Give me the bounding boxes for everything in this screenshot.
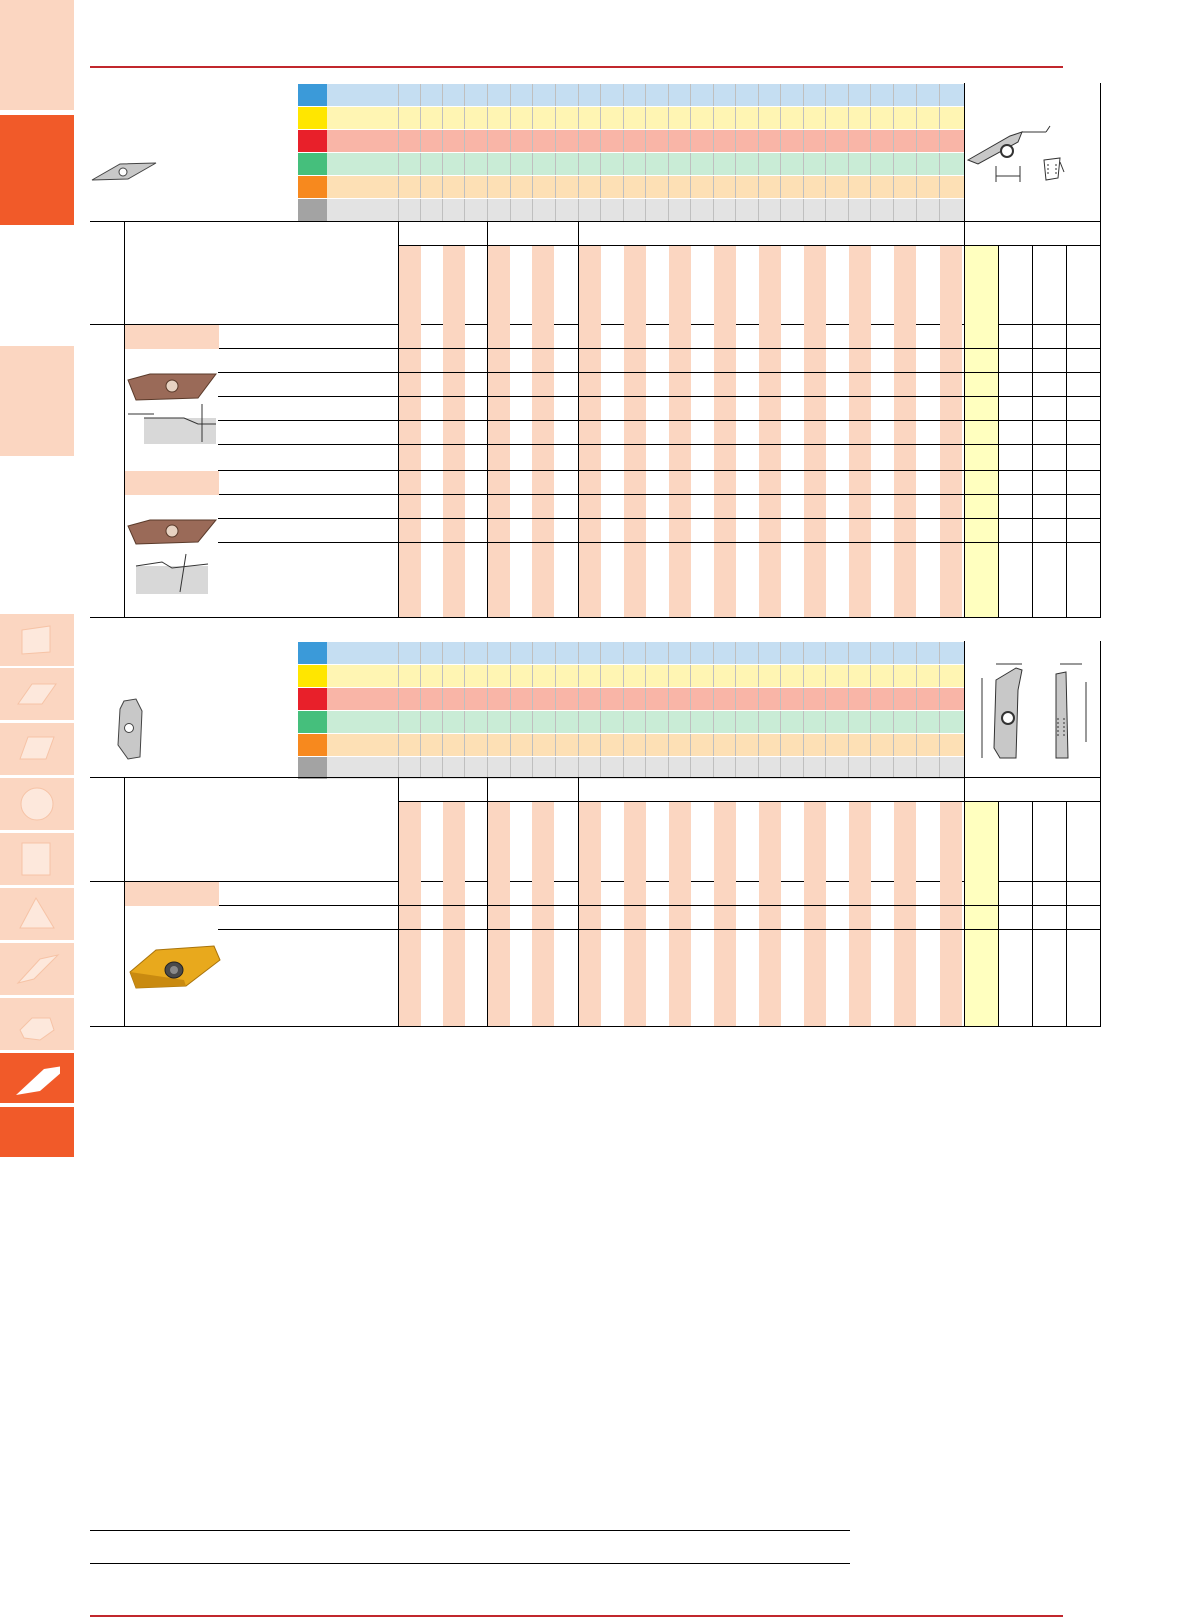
band-row-sep	[298, 710, 964, 711]
band-row-sep	[298, 687, 964, 688]
dim-col-3-2	[1066, 801, 1067, 1026]
table-row	[218, 905, 1100, 906]
grade-stripe	[488, 802, 510, 1026]
grade-stripe	[443, 802, 465, 1026]
band-row-sep	[298, 756, 964, 757]
iso-swatch-S-2	[298, 733, 327, 756]
grade-stripe	[940, 802, 962, 1026]
rhombus-35-insert-icon	[14, 1059, 60, 1099]
grade-stripe	[849, 802, 871, 1026]
side-tab-bottom[interactable]	[0, 1107, 74, 1157]
grooving-dimension-diagram-icon	[976, 658, 1096, 764]
grade-stripe	[714, 802, 736, 1026]
band-row-sep	[298, 664, 964, 665]
grade-stripe	[579, 802, 601, 1026]
grade-stripe	[399, 802, 421, 1026]
table-row	[218, 929, 1100, 930]
grooving-insert-outline-icon	[116, 697, 144, 761]
band-row-sep	[298, 733, 964, 734]
grade-stripe	[532, 802, 554, 1026]
grade-stripe	[804, 802, 826, 1026]
grade-stripe	[669, 802, 691, 1026]
iso-swatch-M-2	[298, 664, 327, 687]
footnote-rule-1	[90, 1530, 850, 1531]
grooving-insert-photo-icon	[126, 942, 222, 992]
table2-bottom-line	[90, 1026, 1101, 1027]
tab-rhombus-35-insert-active[interactable]	[0, 1053, 74, 1103]
dim-col-2-2	[1032, 801, 1033, 1026]
bottom-rule	[90, 1615, 1063, 1617]
grade-stripe	[624, 802, 646, 1026]
table2-top-line	[90, 777, 1101, 778]
frame-right-2	[1100, 641, 1101, 1026]
highlight-column-2	[965, 802, 998, 1026]
grade-stripe	[759, 802, 781, 1026]
iso-swatch-H-2	[298, 756, 327, 779]
iso-swatch-N-2	[298, 710, 327, 733]
dim-col-1-2	[998, 801, 999, 1026]
band-row-sep	[298, 641, 964, 642]
chipbreaker-label-3	[125, 882, 219, 906]
footnote-rule-2	[90, 1563, 850, 1564]
iso-swatch-K-2	[298, 687, 327, 710]
iso-swatch-P-2	[298, 641, 327, 664]
grade-stripe	[894, 802, 916, 1026]
